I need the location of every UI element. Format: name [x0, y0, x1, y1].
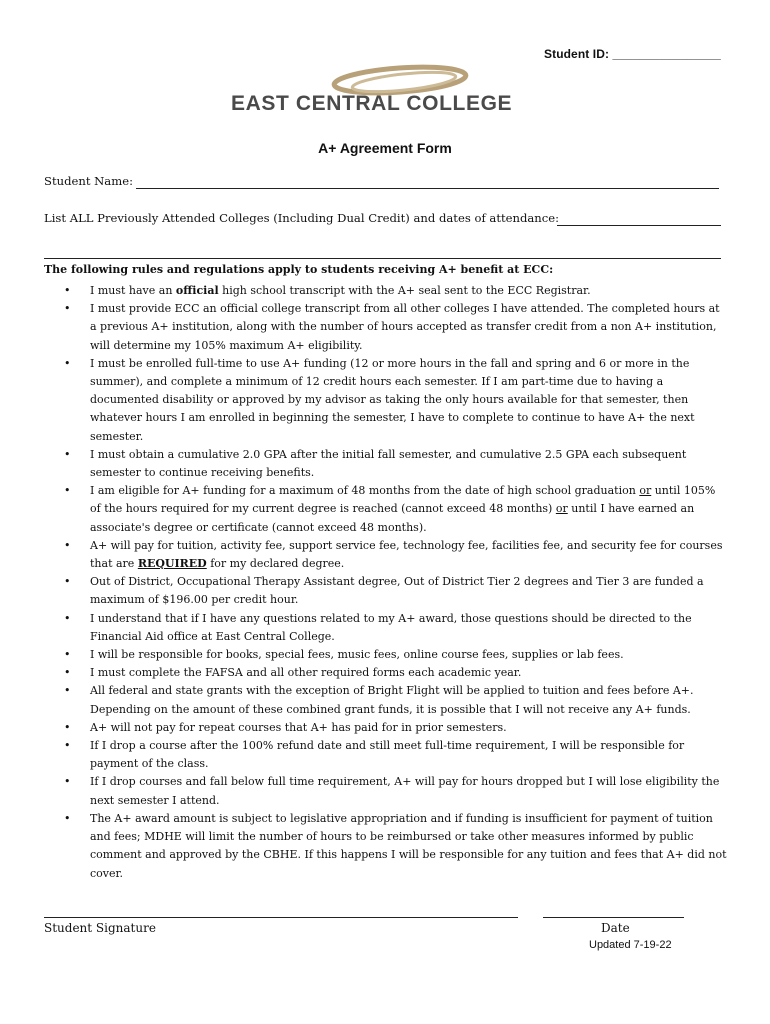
updated-date: Updated 7-19-22: [589, 939, 672, 951]
rules-list: [44, 282, 728, 883]
rule-text: [90, 537, 728, 573]
rule-text-part: Out of District, Occupational Therapy Assistant degree, Out of District Tier 2 degrees and Tier 3 are funded a maximum of $196.00 per credit hour.: [90, 575, 704, 607]
rule-emphasis: official: [175, 284, 219, 297]
rule-text: [90, 682, 728, 718]
bullet-icon: •: [64, 811, 71, 825]
rule-text: [90, 446, 728, 482]
rule-emphasis: REQUIRED: [137, 557, 207, 571]
bullet-icon: •: [64, 484, 71, 498]
signature-line[interactable]: [44, 917, 518, 918]
colleges-field[interactable]: [44, 211, 559, 225]
rule-text-part: If I drop courses and fall below full time requirement, A+ will pay for hours dropped but I will lose eligibility the next semester I attend.: [90, 775, 720, 807]
colleges-label: List ALL Previously Attended Colleges (Including Dual Credit) and dates of attendance:: [44, 211, 560, 225]
student-name-field[interactable]: [44, 174, 133, 188]
student-name-label: Student Name:: [44, 174, 133, 188]
rule-text: [90, 737, 728, 773]
rule-text-part: I must complete the FAFSA and all other required forms each academic year.: [90, 666, 522, 680]
rule-item: [44, 773, 728, 809]
rule-text: [90, 300, 728, 355]
rule-text: [90, 482, 728, 537]
bullet-icon: •: [64, 666, 71, 680]
bullet-icon: •: [64, 538, 71, 552]
rule-text-part: for my declared degree.: [206, 557, 345, 571]
rule-item: [44, 682, 728, 718]
rule-item: [44, 537, 728, 573]
rule-text: [90, 773, 728, 809]
rule-text-part: I must obtain a cumulative 2.0 GPA after the initial fall semester, and cumulative 2.5 GPA each subsequent semester to continue receiving benefits.: [90, 447, 687, 480]
bullet-icon: •: [64, 684, 71, 698]
bullet-icon: •: [64, 284, 71, 297]
bullet-icon: •: [64, 739, 71, 753]
form-title: A+ Agreement Form: [318, 140, 452, 156]
rule-item: [44, 610, 728, 646]
rule-text-part: until I have earned an associate's degree or certificate (cannot exceed 48 months).: [90, 502, 695, 534]
rule-text: [90, 282, 728, 300]
rule-item: [44, 646, 728, 664]
bullet-icon: •: [64, 447, 71, 461]
student-id-field[interactable]: Student ID: ________________: [544, 47, 721, 61]
rule-text-part: I must have an: [90, 284, 176, 297]
rule-text: [90, 810, 728, 883]
rule-emphasis: or: [639, 484, 652, 498]
bullet-icon: •: [64, 575, 71, 589]
logo-text: EAST CENTRAL COLLEGE: [231, 92, 513, 115]
rule-text-part: I must provide ECC an official college transcript from all other colleges I have attended. The completed hours at a previous A+ institution, along with the number of hours accepted as transfer credit from a non A+ institution, will determine my 105% maximum A+ eligibility.: [90, 302, 720, 352]
bullet-icon: •: [64, 356, 71, 370]
rule-item: [44, 300, 728, 355]
rule-text-part: A+ will pay for tuition, activity fee, support service fee, technology fee, facilities fee, and security fee for courses that are: [90, 538, 723, 571]
rule-text-part: I am eligible for A+ funding for a maximum of 48 months from the date of high school graduation: [90, 484, 640, 498]
rule-emphasis: or: [555, 502, 568, 516]
rule-text-part: until 105% of the hours required for my current degree is reached (cannot exceed 48 months): [90, 484, 716, 516]
bullet-icon: •: [64, 720, 71, 734]
rule-emphasis: [138, 557, 207, 570]
colleges-line[interactable]: [557, 225, 721, 226]
rule-text: [90, 646, 728, 664]
signature-label: Student Signature: [44, 921, 156, 935]
date-line[interactable]: [543, 917, 684, 918]
rule-item: [44, 482, 728, 537]
rule-text: [90, 355, 728, 446]
bullet-icon: •: [64, 648, 71, 662]
rule-text: [90, 573, 728, 609]
rule-item: [44, 737, 728, 773]
rule-text-part: If I drop a course after the 100% refund date and still meet full-time requirement, I will be responsible for payment of the class.: [90, 739, 685, 771]
rule-text-part: I understand that if I have any questions related to my A+ award, those questions should be directed to the Financial Aid office at East Central College.: [90, 611, 692, 643]
colleges-line-2[interactable]: [44, 258, 721, 259]
rule-item: [44, 719, 728, 737]
rule-item: [44, 573, 728, 609]
rule-text-part: All federal and state grants with the exception of Bright Flight will be applied to tuition and fees before A+. Depending on the amount of these combined grant funds, it is possible that I will not receive any A+ funds.: [90, 684, 694, 716]
rule-text-part: high school transcript with the A+ seal sent to the ECC Registrar.: [218, 284, 591, 297]
student-name-line[interactable]: [136, 188, 719, 189]
bullet-icon: •: [64, 302, 71, 316]
rule-text-part: The A+ award amount is subject to legislative appropriation and if funding is insufficient for payment of tuition and fees; MDHE will limit the number of hours to be reimbursed or take other measures informed by public comment and approved by the CBHE. If this happens I will be responsible for any tuition and fees that A+ did not cover.: [90, 811, 727, 880]
date-label: Date: [601, 921, 630, 935]
rule-text-part: A+ will not pay for repeat courses that A+ has paid for in prior semesters.: [90, 720, 507, 734]
rule-item: [44, 810, 728, 883]
college-logo: [228, 62, 546, 124]
rule-text: [90, 610, 728, 646]
rules-heading: The following rules and regulations apply to students receiving A+ benefit at ECC:: [44, 263, 554, 276]
rule-text-part: I must be enrolled full-time to use A+ funding (12 or more hours in the fall and spring and 6 or more in the summer), and complete a minimum of 12 credit hours each semester. If I am part-time due to having a documented disability or approved by my advisor as taking the only hours available for that semester, then whatever hours I am enrolled in beginning the semester, I have to complete to continue to have A+ the next semester.: [90, 356, 695, 443]
rule-item: [44, 355, 728, 446]
rule-text: [90, 719, 728, 737]
rule-item: [44, 664, 728, 682]
rule-item: [44, 282, 728, 300]
bullet-icon: •: [64, 775, 71, 789]
rule-text-part: I will be responsible for books, special fees, music fees, online course fees, supplies or lab fees.: [90, 648, 624, 662]
rule-item: [44, 446, 728, 482]
rule-text: [90, 664, 728, 682]
bullet-icon: •: [64, 611, 71, 625]
